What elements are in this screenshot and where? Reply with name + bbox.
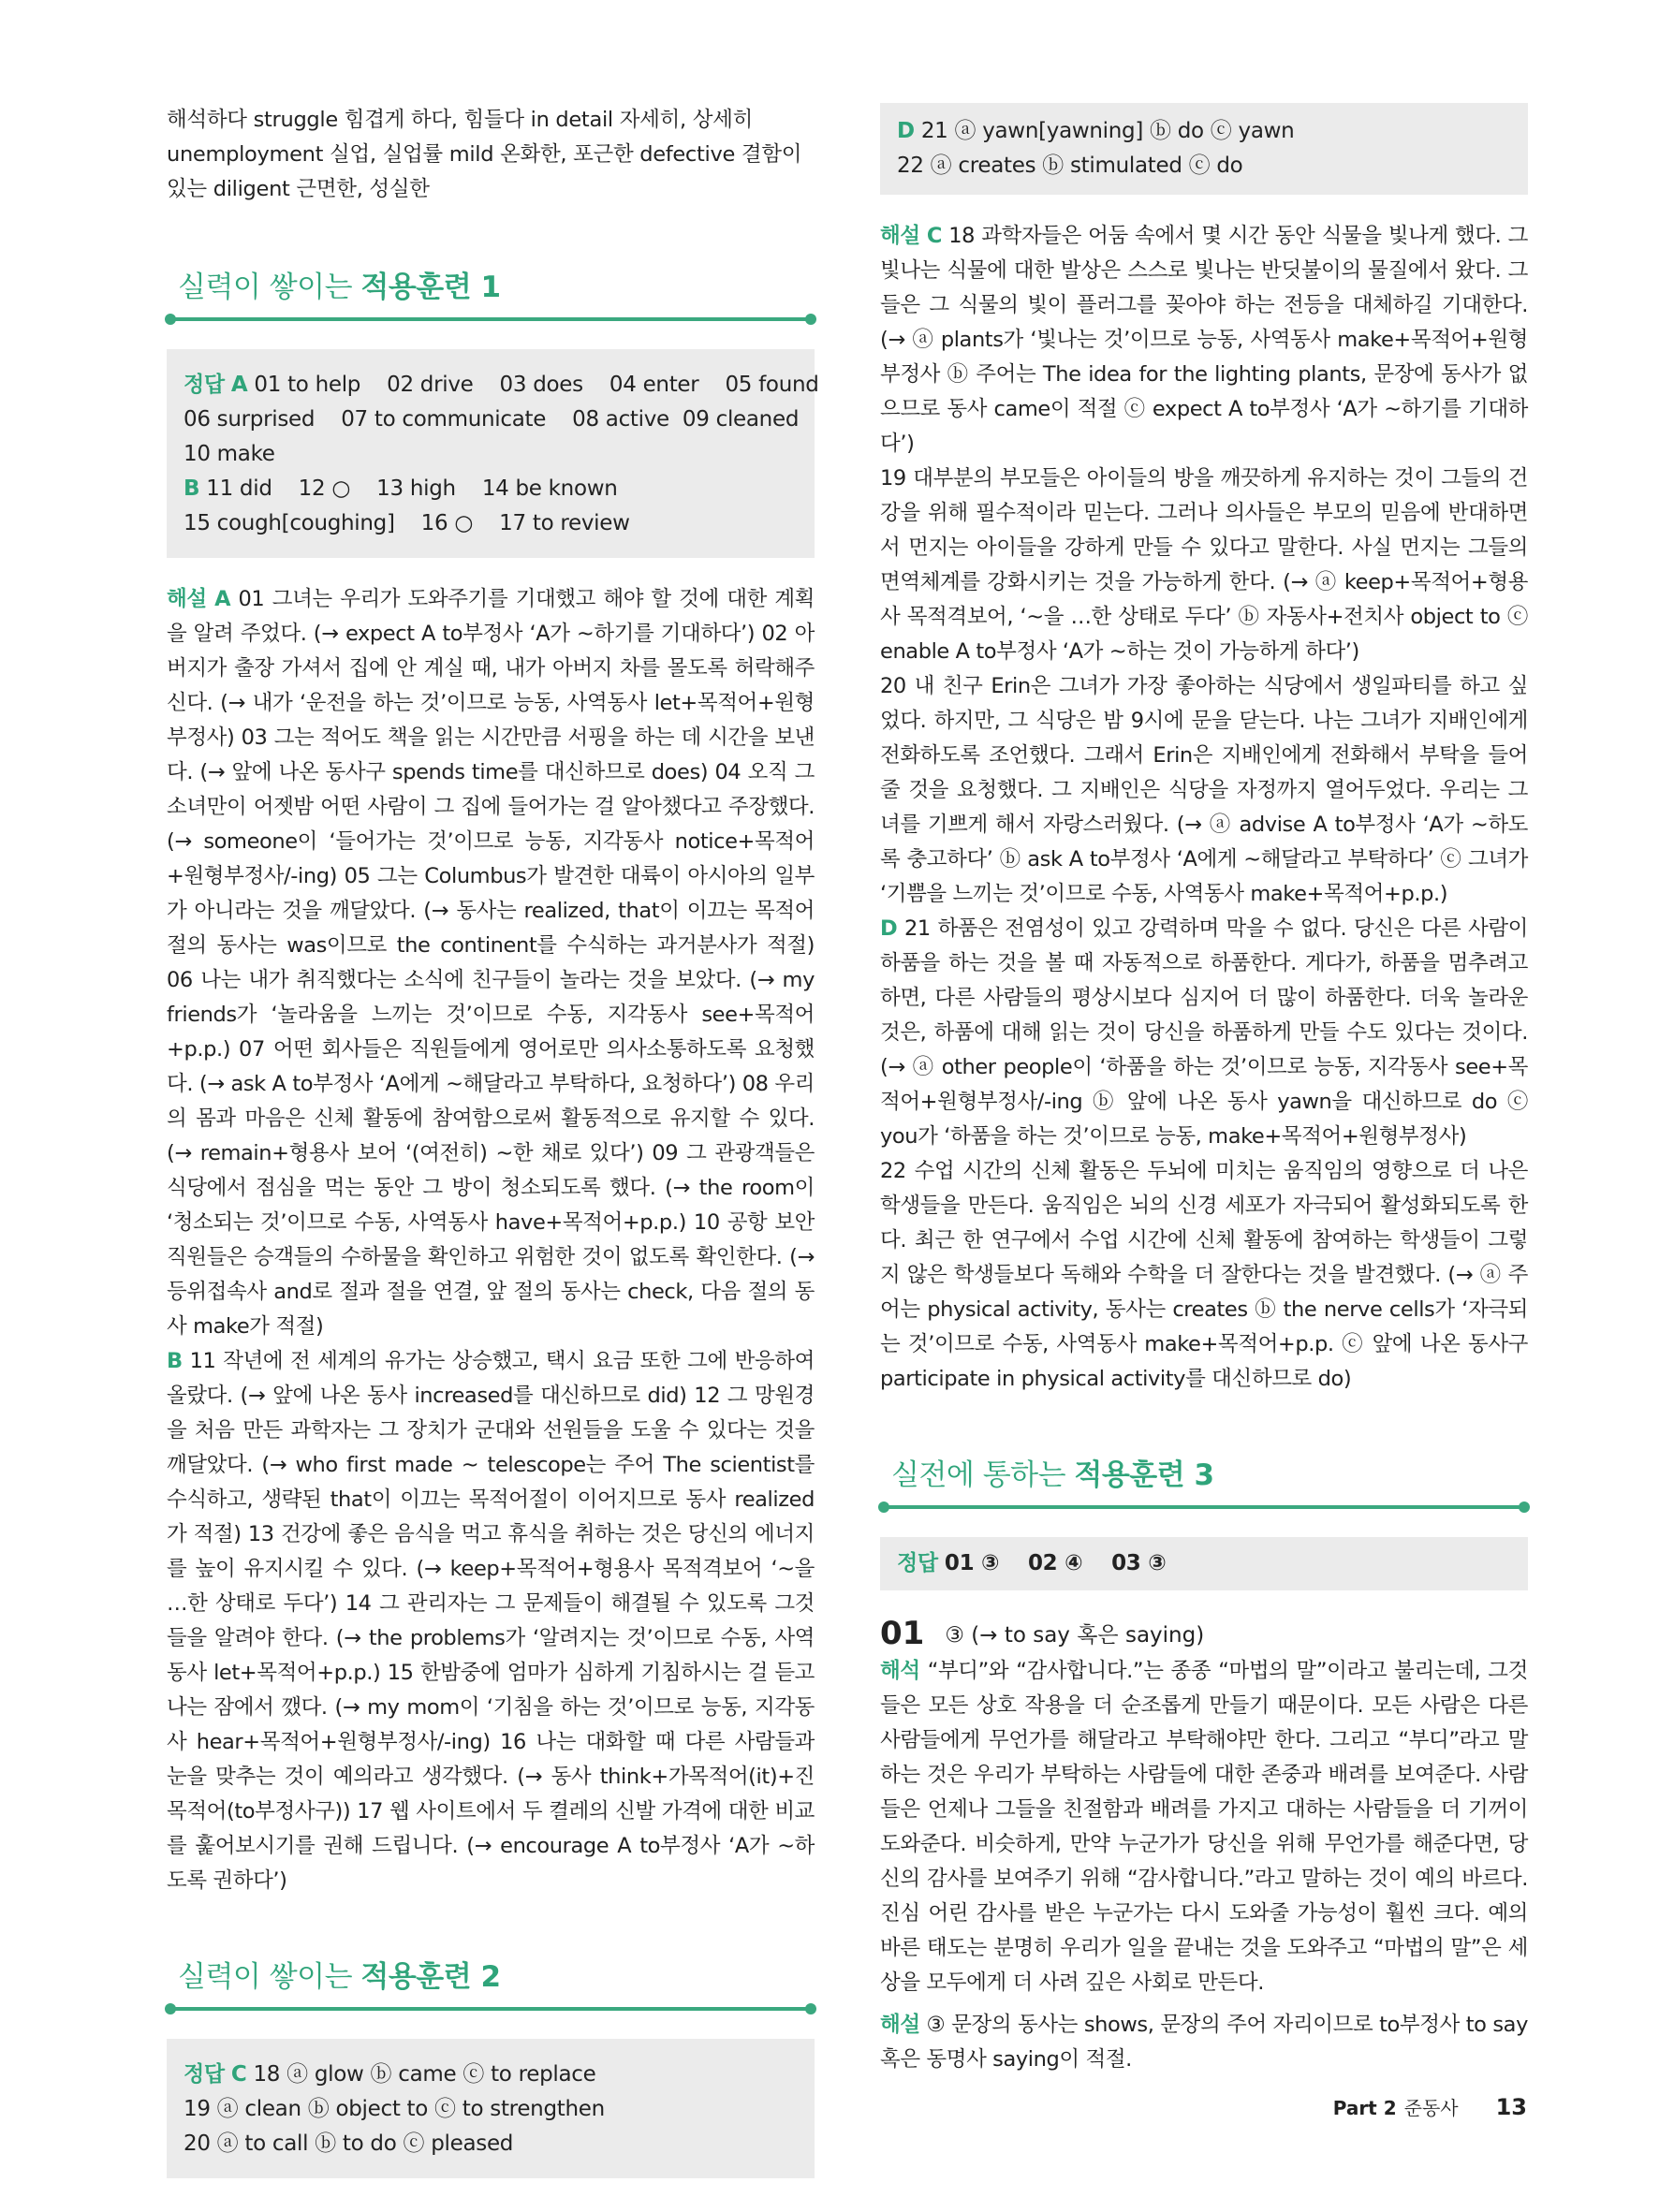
section-3-divider [884,1505,1524,1509]
section-3-header [880,1455,1528,1509]
section-2-title-bold: 적용훈련 2 [360,1960,501,1994]
section-1-explanation-a: 해설 A 01 그녀는 우리가 도와주기를 기대했고 해야 할 것에 대한 계획을 알려 주었다. (→ expect A to부정사 ‘A가 ~하기를 기대하다’) 02 아버지가 출장 가셔서 집에 안 계실 때, 내가 아버지 차를 몰도록 허락해주신다. (→ 내가 ‘운전을 하는 것’이므로 능동, 사역동사 let+목적어+원형부정사) 03 그는 적어도 책을 읽는 시간만큼 서핑을 하는 데 시간을 보낸다. (→ 앞에 나온 동사구 spends time를 대신하므로 does) 04 오직 그 소녀만이 어젯밤 어떤 사람이 그 집에 들어가는 걸 알아챘다고 주장했다. (→ someone이 ‘들어가는 것’이므로 능동, 지각동사 notice+목적어+원형부정사/-ing) 05 그는 Columbus가 발견한 대륙이 아시아의 일부가 아니라는 것을 깨달았다. (→ 동사는 realized, that이 이끄는 목적어절의 동사는 was이므로 the continent를 수식하는 과거분사가 적절) 06 나는 내가 취직했다는 소식에 친구들이 놀라는 것을 보았다. (→ my friends가 ‘놀라움을 느끼는 것’이므로 수동, 지각동사 see+목적어+p.p.) 07 어떤 회사들은 직원들에게 영어로만 의사소통하도록 요청했다. (→ ask A to부정사 ‘A에게 ~해달라고 부탁하다, 요청하다’) 08 우리의 몸과 마음은 신체 활동에 참여함으로써 활동적으로 유지할 수 있다. (→ remain+형용사 보어 ‘(여전히) ~한 채로 있다’) 09 그 관광객들은 식당에서 점심을 먹는 동안 그 방이 청소되도록 했다. (→ the room이 ‘청소되는 것’이므로 수동, 사역동사 have+목적어+p.p.) 10 공항 보안 직원들은 승객들의 수하물을 확인하고 위험한 것이 없도록 확인한다. (→ 등위접속사 and로 절과 절을 연결, 앞 절의 동사는 check, 다음 절의 동사 make가 적절) [167,587,815,1339]
question-number: 01 [880,1615,925,1652]
answer-line: 10 make [184,442,275,466]
section-2-answer-box [167,2039,815,2178]
answer-line: 정답 01 ③ 02 ④ 03 ③ [897,1551,1167,1575]
section-1-header [167,267,815,321]
section-2-explanation-19: 19 대부분의 부모들은 아이들의 방을 깨끗하게 유지하는 것이 그들의 건강을 위해 필수적이라 믿는다. 그러나 의사들은 부모의 믿음에 반대하면서 먼지는 아이들을 강하게 만들 수 있다고 말한다. 사실 먼지는 그들의 면역체계를 강화시키는 것을 가능하게 한다. (→ ⓐ keep+목적어+형용사 목적격보어, ‘~을 …한 상태로 두다’ ⓑ 자동사+전치사 object to ⓒ enable A to부정사 ‘A가 ~하는 것이 가능하게 하다’) [880,466,1528,664]
section-1-explanation-b: B 11 작년에 전 세계의 유가는 상승했고, 택시 요금 또한 그에 반응하여 올랐다. (→ 앞에 나온 동사 increased를 대신하므로 did) 12 그 망원경을 처음 만든 과학자는 그 장치가 군대와 선원들을 도울 수 있다는 것을 깨달았다. (→ who first made ~ telescope는 주어 The scientist를 수식하고, 생략된 that이 이끄는 목적어절이 이어지므로 동사 realized가 적절) 13 건강에 좋은 음식을 먹고 휴식을 취하는 것은 당신의 에너지를 높이 유지시킬 수 있다. (→ keep+목적어+형용사 목적격보어 ‘~을 …한 상태로 두다’) 14 그 관리자는 그 문제들이 해결될 수 있도록 그것들을 알려야 한다. (→ the problems가 ‘알려지는 것’이므로 수동, 사역동사 let+목적어+p.p.) 15 한밤중에 엄마가 심하게 기침하시는 걸 듣고 나는 잠에서 깼다. (→ my mom이 ‘기침을 하는 것’이므로 능동, 지각동사 hear+목적어+원형부정사/-ing) 16 나는 대화할 때 다른 사람들과 눈을 맞추는 것이 예의라고 생각했다. (→ 동사 think+가목적어(it)+진목적어(to부정사구)) 17 웹 사이트에서 두 켤레의 신발 가격에 대한 비교를 훑어보시기를 권해 드립니다. (→ encourage A to부정사 ‘A가 ~하도록 권하다’) [167,1349,815,1893]
section-2-explanation-20: 20 내 친구 Erin은 그녀가 가장 좋아하는 식당에서 생일파티를 하고 싶었다. 하지만, 그 식당은 밤 9시에 문을 닫는다. 나는 그녀가 지배인에게 전화하도록 조언했다. 그래서 Erin은 지배인에게 전화해서 부탁을 들어줄 것을 요청했다. 그 지배인은 식당을 자정까지 열어두었다. 우리는 그녀를 기쁘게 해서 자랑스러웠다. (→ ⓐ advise A to부정사 ‘A가 ~하도록 충고하다’ ⓑ ask A to부정사 ‘A에게 ~해달라고 부탁하다’ ⓒ 그녀가 ‘기쁨을 느끼는 것’이므로 수동, 사역동사 make+목적어+p.p.) [880,674,1528,906]
section-1-title-plain: 실력이 쌓이는 [178,271,361,304]
answer-line: 22 ⓐ creates ⓑ stimulated ⓒ do [897,154,1243,178]
section-3-answer-box [880,1537,1528,1590]
section-2-header [167,1956,815,2011]
question-01-header: 01 ③ (→ to say 혹은 saying) [880,1615,1205,1652]
answer-line: 19 ⓐ clean ⓑ object to ⓒ to strengthen [184,2097,605,2121]
answer-line: 20 ⓐ to call ⓑ to do ⓒ pleased [184,2131,514,2156]
section-3-title-bold: 적용훈련 3 [1074,1458,1214,1492]
page-footer [1333,2093,1527,2120]
section-2-divider [170,2007,811,2011]
section-1-divider [170,317,811,321]
section-2-explanation-d: D 21 하품은 전염성이 있고 강력하며 막을 수 없다. 당신은 다른 사람이 하품을 하는 것을 볼 때 자동적으로 하품한다. 게다가, 하품을 멈추려고 하면, 다른 사람들의 평상시보다 심지어 더 많이 하품한다. 더욱 놀라운 것은, 하품에 대해 읽는 것이 당신을 하품하게 만들 수도 있다는 것이다. (→ ⓐ other people이 ‘하품을 하는 것’이므로 능동, 지각동사 see+목적어+원형부정사/-ing ⓑ 앞에 나온 동사 yawn을 대신하므로 do ⓒ you가 ‘하품을 하는 것’이므로 능동, make+목적어+원형부정사) [880,916,1528,1149]
section-2-title-plain: 실력이 쌓이는 [178,1960,361,1994]
right-column [880,103,1528,2077]
section-1-title-bold: 적용훈련 1 [360,271,501,304]
answer-line: 15 cough[coughing] 16 ○ 17 to review [184,511,630,535]
page-number: 13 [1495,2094,1527,2120]
answer-line: D 21 ⓐ yawn[yawning] ⓑ do ⓒ yawn [897,119,1295,143]
section-3-title-plain: 실전에 통하는 [891,1458,1075,1492]
section-1-answer-box [167,349,819,558]
answer-line: 06 surprised 07 to communicate 08 active 09 cleaned [184,407,800,432]
answer-line: 정답 C 18 ⓐ glow ⓑ came ⓒ to replace [184,2062,596,2087]
answer-line: B 11 did 12 ○ 13 high 14 be known [184,476,618,501]
question-01-translation: 해석 “부디”와 “감사합니다.”는 종종 “마법의 말”이라고 불리는데, 그것들은 모든 상호 작용을 더 순조롭게 만들기 때문이다. 모든 사람은 다른 사람들에게 무언가를 해달라고 부탁해야만 한다. 그리고 “부디”라고 말하는 것은 우리가 부탁하는 사람들에 대한 존중과 배려를 보여준다. 사람들은 언제나 그들을 친절함과 배려를 가지고 대하는 사람들을 더 기꺼이 도와준다. 비슷하게, 만약 누군가가 당신을 위해 무언가를 해준다면, 당신의 감사를 보여주기 위해 “감사합니다.”라고 말하는 것이 예의 바르다. 진심 어린 감사를 받은 누군가는 다시 도와줄 가능성이 훨씬 크다. 예의 바른 태도는 분명히 우리가 일을 끝내는 것을 도와주고 “마법의 말”은 세상을 모두에게 더 사려 깊은 사회로 만든다. [880,1659,1528,1995]
footer-chapter: 준동사 [1403,2097,1459,2119]
section-2-explanation-22: 22 수업 시간의 신체 활동은 두뇌에 미치는 움직임의 영향으로 더 나은 학생들을 만든다. 움직임은 뇌의 신경 세포가 자극되어 활성화되도록 한다. 최근 한 연구에서 수업 시간에 신체 활동에 참여하는 학생들이 그렇지 않은 학생들보다 독해와 수학을 더 잘한다는 것을 발견했다. (→ ⓐ 주어는 physical activity, 동사는 creates ⓑ the nerve cells가 ‘자극되는 것’이므로 수동, 사역동사 make+목적어+p.p. ⓒ 앞에 나온 동사구 participate in physical activity를 대신하므로 do) [880,1159,1528,1391]
answer-line: 정답 A 01 to help 02 drive 03 does 04 enter 05 found [184,373,819,397]
left-column [167,103,819,2203]
vocabulary-list: 해석하다 struggle 힘겹게 하다, 힘들다 in detail 자세히, 상세히 unemployment 실업, 실업률 mild 온화한, 포근한 defective 결함이 있는 diligent 근면한, 성실한 [167,108,802,201]
footer-part: Part 2 [1332,2097,1397,2119]
question-01-explanation: 해설 ③ 문장의 동사는 shows, 문장의 주어 자리이므로 to부정사 to say 혹은 동명사 saying이 적절. [880,2013,1528,2072]
section-2-answer-box-continued [880,103,1528,195]
section-2-explanation-c: 해설 C 18 과학자들은 어둠 속에서 몇 시간 동안 식물을 빛나게 했다. 그 빛나는 식물에 대한 발상은 스스로 빛나는 반딧불이의 물질에서 왔다. 그들은 그 식물의 빛이 플러그를 꽂아야 하는 전등을 대체하길 기대한다. (→ ⓐ plants가 ‘빛나는 것’이므로 능동, 사역동사 make+목적어+원형부정사 ⓑ 주어는 The idea for the lighting plants, 문장에 동사가 없으므로 동사 came이 적절 ⓒ expect A to부정사 ‘A가 ~하기를 기대하다’) [880,224,1528,456]
